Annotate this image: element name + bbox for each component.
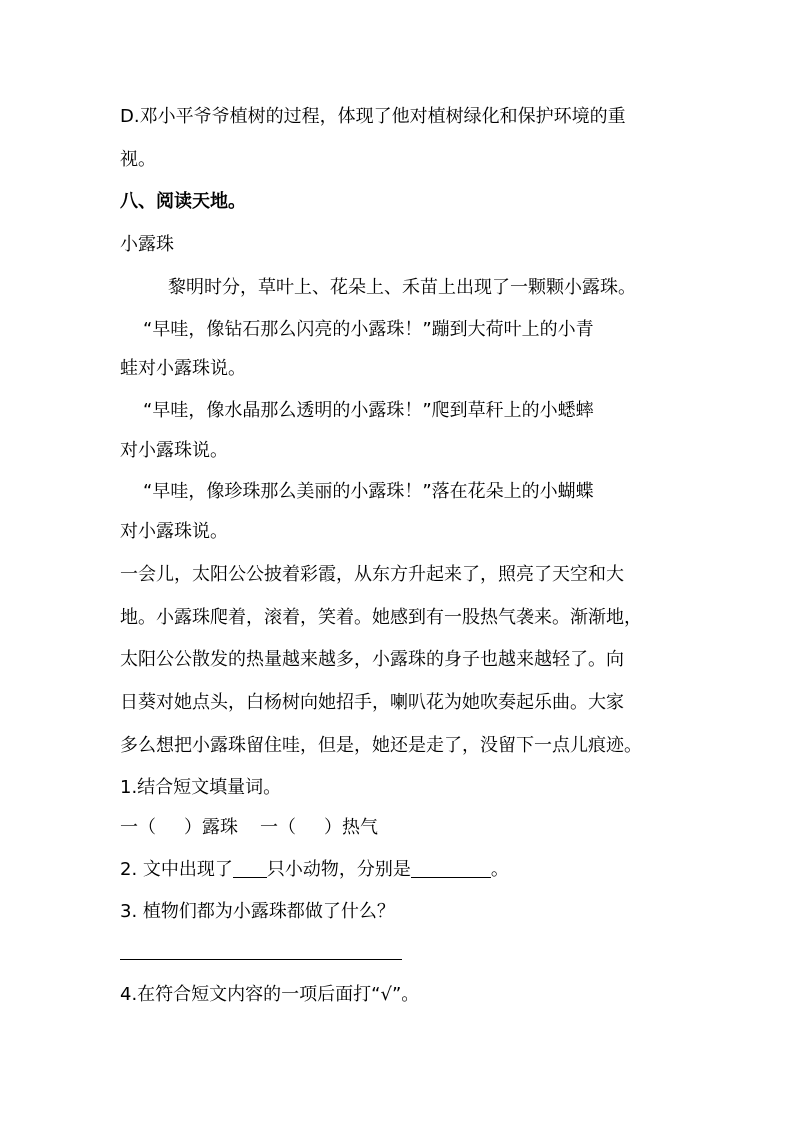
measure-word-item-2-prefix: 一（ [260,817,296,838]
story-paragraph-1: 黎明时分，草叶上、花朵上、禾苗上出现了一颗颗小露珠。 [168,277,636,298]
story-paragraph-5-line-3: 太阳公公散发的热量越来越多，小露珠的身子也越来越轻了。向 [120,649,624,670]
section-heading: 八、阅读天地。 [120,191,246,212]
question-3: 3. 植物们都为小露珠都做了什么？ [120,901,395,922]
story-paragraph-2-line-2: 蛙对小露珠说。 [120,358,246,379]
animal-names-blank[interactable] [411,859,491,878]
question-4: 4.在符合短文内容的一项后面打“√”。 [120,984,420,1005]
story-paragraph-5-line-2: 地。小露珠爬着，滚着，笑着。她感到有一股热气袭来。渐渐地， [120,607,642,628]
measure-word-item-1-suffix: ）露珠 [184,817,238,838]
measure-word-item-1-prefix: 一（ [120,817,156,838]
option-d-line-2: 视。 [120,149,156,170]
story-paragraph-2-line-1: “早哇，像钻石那么闪亮的小露珠！”蹦到大荷叶上的小青 [143,319,594,340]
question-1-items [120,816,378,840]
story-paragraph-5-line-1: 一会儿，太阳公公披着彩霞，从东方升起来了，照亮了天空和大 [120,564,624,585]
option-d-line-1: D.邓小平爷爷植树的过程，体现了他对植树绿化和保护环境的重 [120,106,626,127]
story-paragraph-4-line-1: “早哇，像珍珠那么美丽的小露珠！”落在花朵上的小蝴蝶 [143,481,594,502]
question-2-middle: 只小动物，分别是 [266,859,411,880]
story-paragraph-4-line-2: 对小露珠说。 [120,521,228,542]
story-paragraph-3-line-2: 对小露珠说。 [120,440,228,461]
story-title: 小露珠 [120,234,174,255]
question-2-suffix: 。 [490,859,509,880]
story-paragraph-5-line-4: 日葵对她点头，白杨树向她招手，喇叭花为她吹奏起乐曲。大家 [120,692,624,713]
question-1: 1.结合短文填量词。 [120,777,282,798]
question-2 [120,858,509,882]
animal-count-blank[interactable] [233,859,267,878]
question-2-prefix: 2. 文中出现了 [120,859,233,880]
measure-word-item-2-suffix: ）热气 [324,817,378,838]
story-paragraph-5-line-5: 多么想把小露珠留住哇，但是，她还是走了，没留下一点儿痕迹。 [120,735,642,756]
story-paragraph-3-line-1: “早哇，像水晶那么透明的小露珠！”爬到草秆上的小蟋蟀 [143,400,594,421]
question-3-answer-line[interactable] [120,959,402,960]
